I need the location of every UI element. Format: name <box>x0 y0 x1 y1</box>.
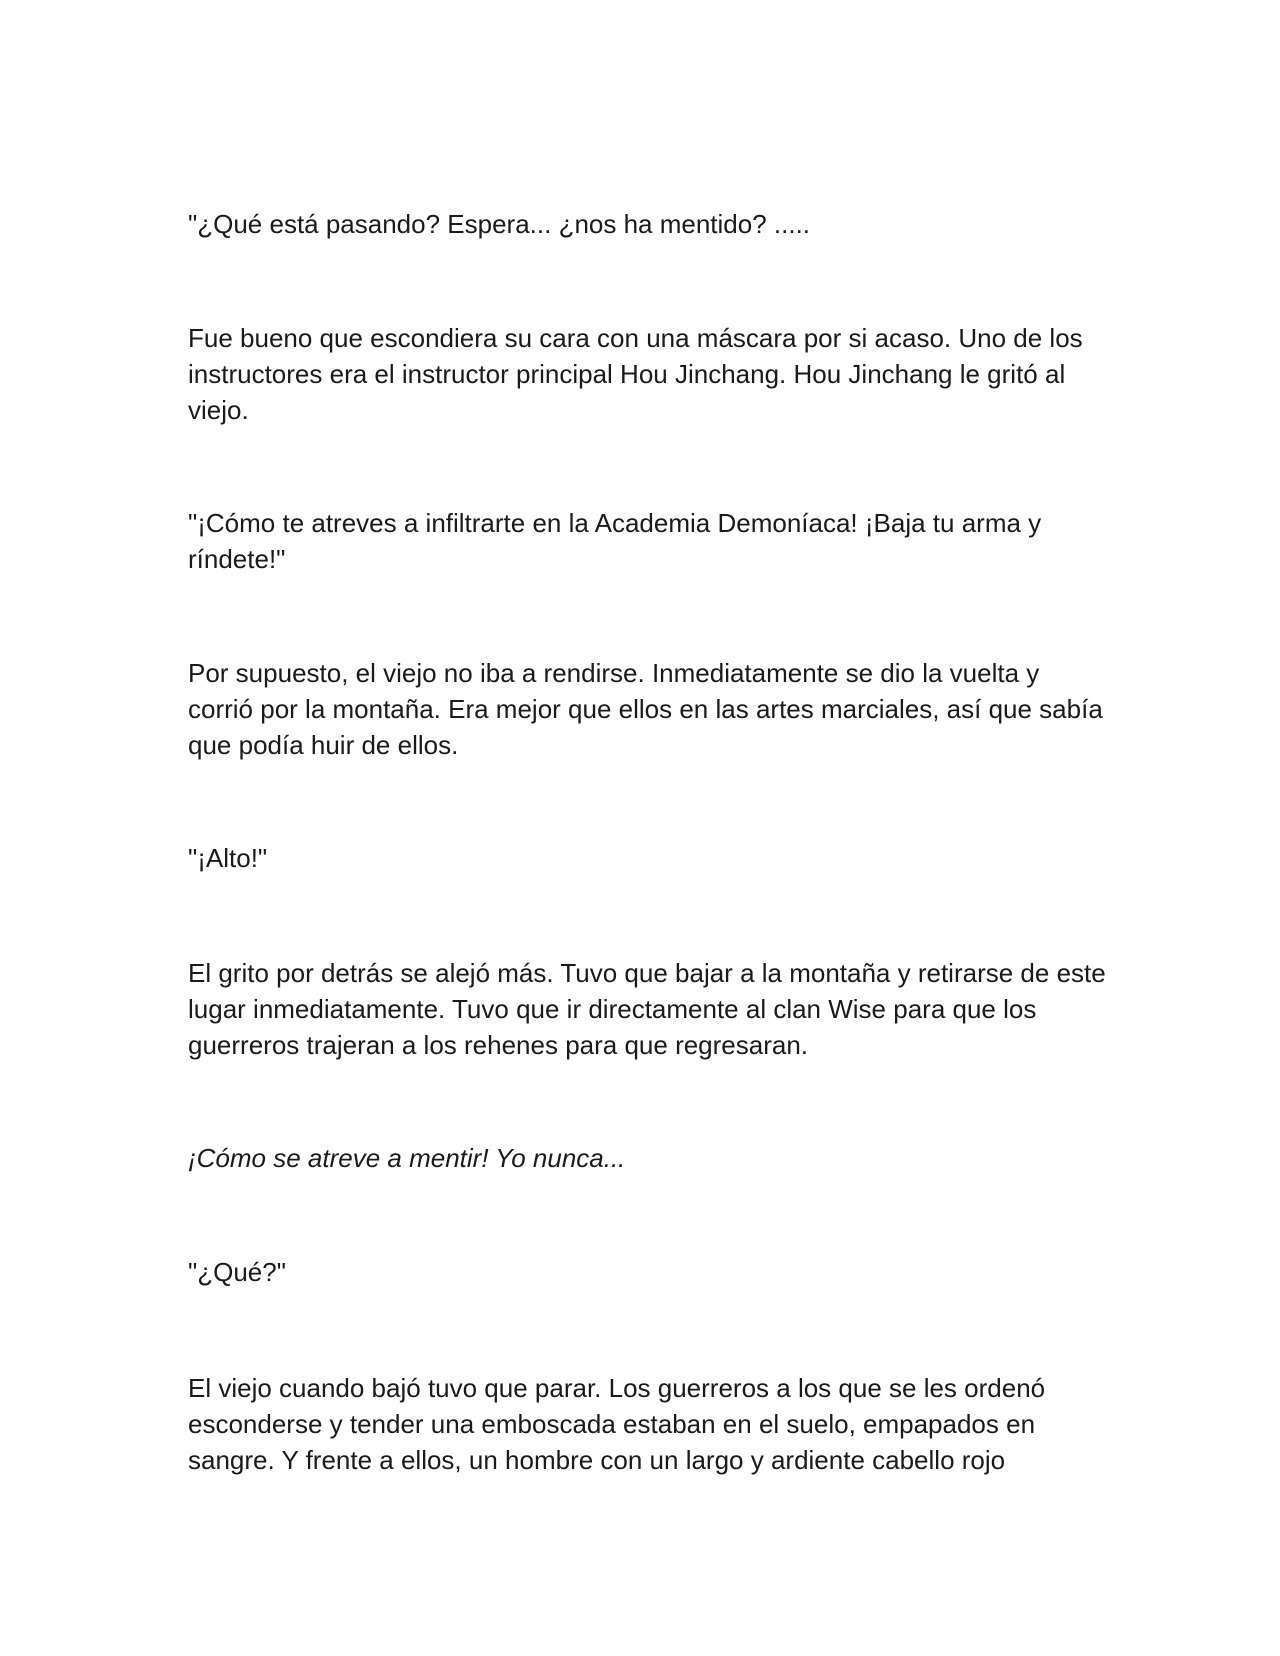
paragraph-thought: ¡Cómo se atreve a mentir! Yo nunca... <box>188 1143 626 1173</box>
paragraph-dialogue-1: "¿Qué está pasando? Espera... ¿nos ha mentido? ..... <box>188 209 811 239</box>
paragraph-dialogue-4: "¿Qué?" <box>188 1257 286 1287</box>
paragraph-narration-1: Fue bueno que escondiera su cara con una máscara por si acaso. Uno de los instructores era el instructor principal Hou Jinchang. Hou Jinchang le gritó al viejo. <box>188 323 1083 425</box>
paragraph-narration-4: El viejo cuando bajó tuvo que parar. Los guerreros a los que se les ordenó esconderse y tender una emboscada estaban en el suelo, empapados en sangre. Y frente a ellos, un hombre con un largo y ardiente cabello rojo <box>188 1373 1046 1475</box>
paragraph-narration-2: Por supuesto, el viejo no iba a rendirse. Inmediatamente se dio la vuelta y corrió por la montaña. Era mejor que ellos en las artes marciales, así que sabía que podía huir de ellos. <box>188 658 1103 760</box>
paragraph-dialogue-2: "¡Cómo te atreves a infiltrarte en la Academia Demoníaca! ¡Baja tu arma y ríndete!" <box>188 508 1042 574</box>
paragraph-narration-3: El grito por detrás se alejó más. Tuvo que bajar a la montaña y retirarse de este lugar inmediatamente. Tuvo que ir directamente al clan Wise para que los guerreros trajeran a los rehenes para que regresaran. <box>188 958 1106 1060</box>
paragraph-dialogue-3: "¡Alto!" <box>188 843 268 873</box>
